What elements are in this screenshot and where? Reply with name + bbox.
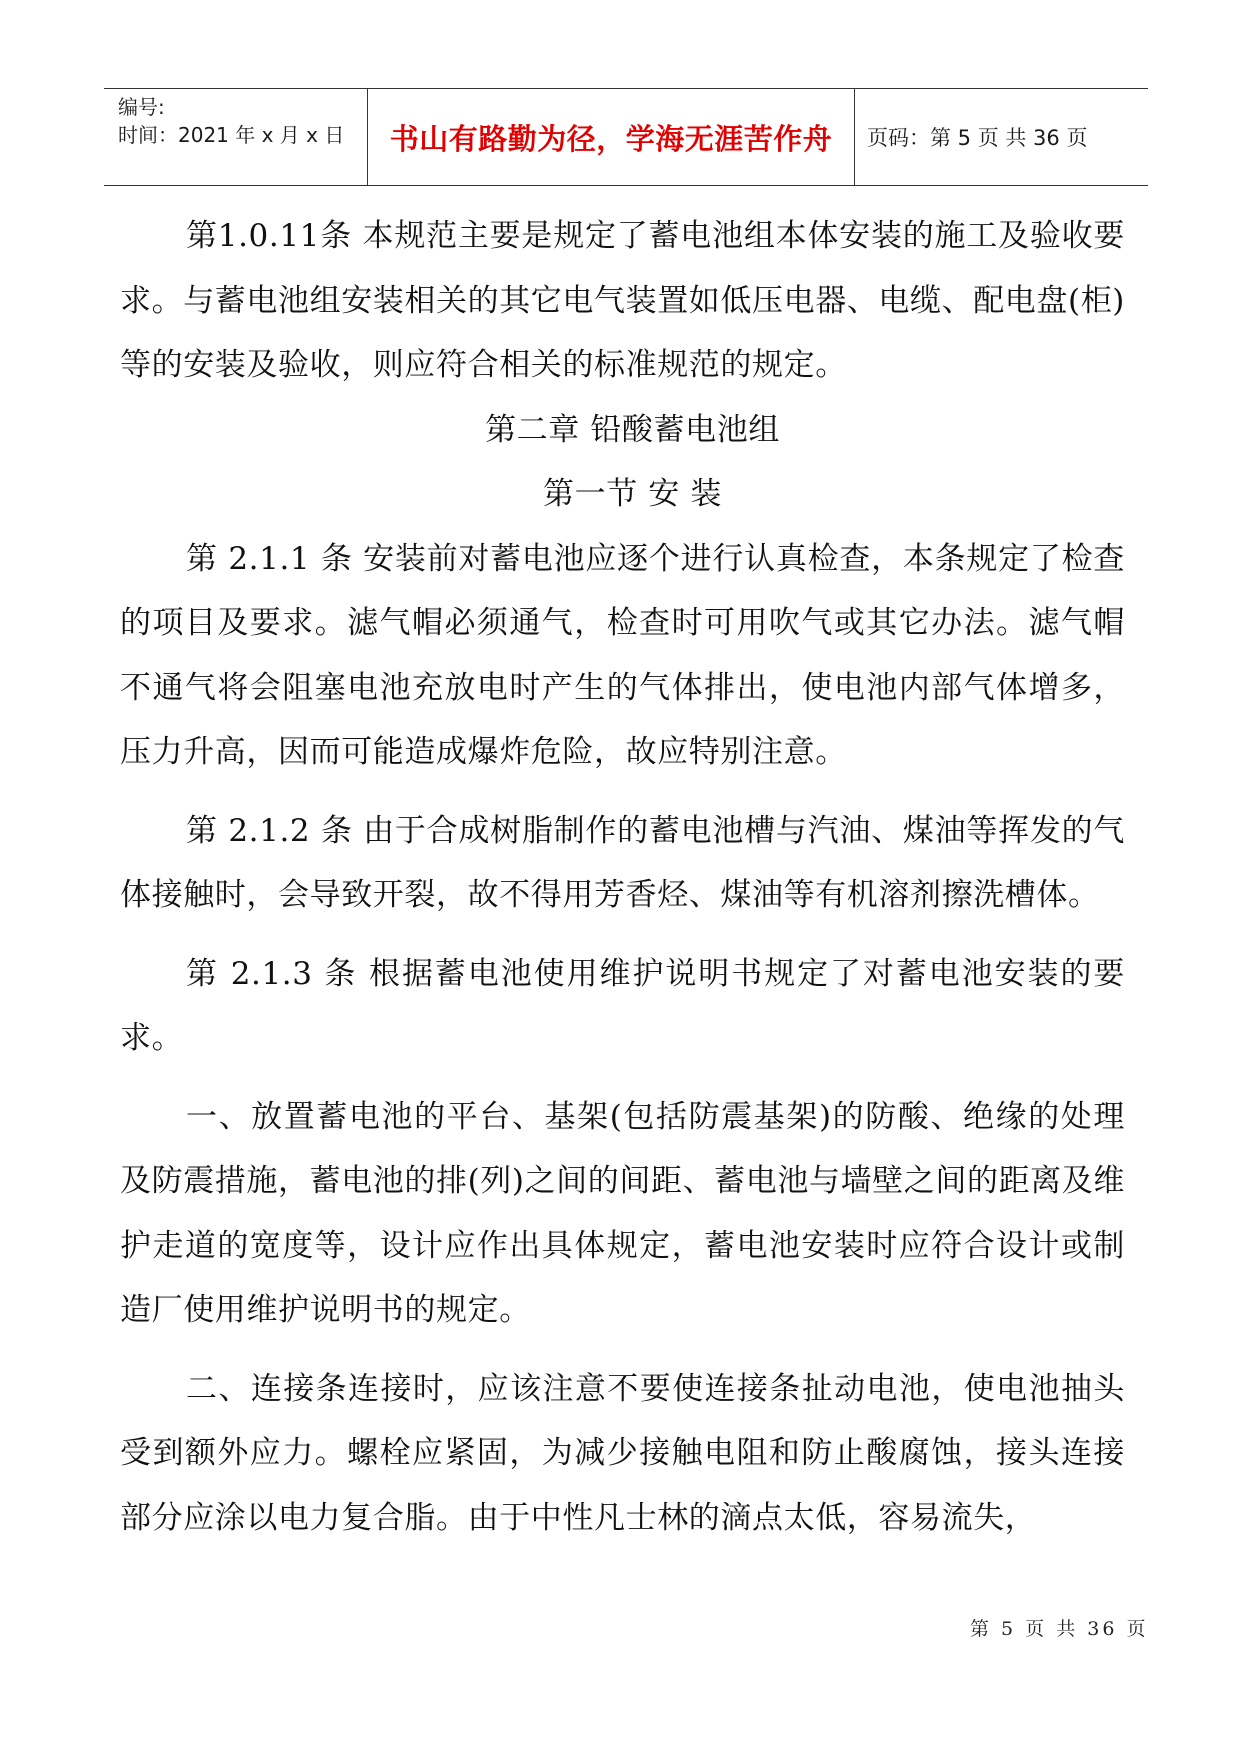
clause-2-1-3: 第 2.1.3 条 根据蓄电池使用维护说明书规定了对蓄电池安装的要求。 [120,955,1125,1056]
document-header [104,88,1148,186]
header-motto: 书山有路勤为径，学海无涯苦作舟 [389,121,833,156]
clause-2-1-3-item-1: 一、放置蓄电池的平台、基架(包括防震基架)的防酸、绝缘的处理及防震措施，蓄电池的排(列)之间的间距、蓄电池与墙壁之间的距离及维护走道的宽度等，设计应作出具体规定，蓄电池安装时应符合设计或制造厂使用维护说明书的规定。 [120,1098,1125,1328]
document-number-label: 编号: [118,95,165,119]
clause-2-1-1: 第 2.1.1 条 安装前对蓄电池应逐个进行认真检查，本条规定了检查的项目及要求。滤气帽必须通气，检查时可用吹气或其它办法。滤气帽不通气将会阻塞电池充放电时产生的气体排出，使电池内部气体增多，压力升高，因而可能造成爆炸危险，故应特别注意。 [120,540,1125,770]
header-motto-cell [368,89,855,185]
document-body [120,204,1125,1550]
chapter-title: 第二章 铅酸蓄电池组 [485,411,780,448]
header-page-cell [855,89,1148,185]
section-title: 第一节 安 装 [543,476,722,512]
clause-2-1-2: 第 2.1.2 条 由于合成树脂制作的蓄电池槽与汽油、煤油等挥发的气体接触时，会导致开裂，故不得用芳香烃、煤油等有机溶剂擦洗槽体。 [120,812,1125,913]
clause-2-1-3-item-2: 二、连接条连接时，应该注意不要使连接条扯动电池，使电池抽头受到额外应力。螺栓应紧固，为减少接触电阻和防止酸腐蚀，接头连接部分应涂以电力复合脂。由于中性凡士林的滴点太低，容易流失， [120,1370,1125,1536]
document-time-label: 时间：2021 年 x 月 x 日 [118,123,345,147]
header-page-info: 页码：第 5 页 共 36 页 [867,126,1088,150]
page-footer: 第 5 页 共 36 页 [970,1618,1149,1640]
clause-1-0-11: 第1.0.11条 本规范主要是规定了蓄电池组本体安装的施工及验收要求。与蓄电池组安装相关的其它电气装置如低压电器、电缆、配电盘(柜)等的安装及验收，则应符合相关的标准规范的规定。 [120,218,1125,383]
header-meta-cell [104,89,368,185]
